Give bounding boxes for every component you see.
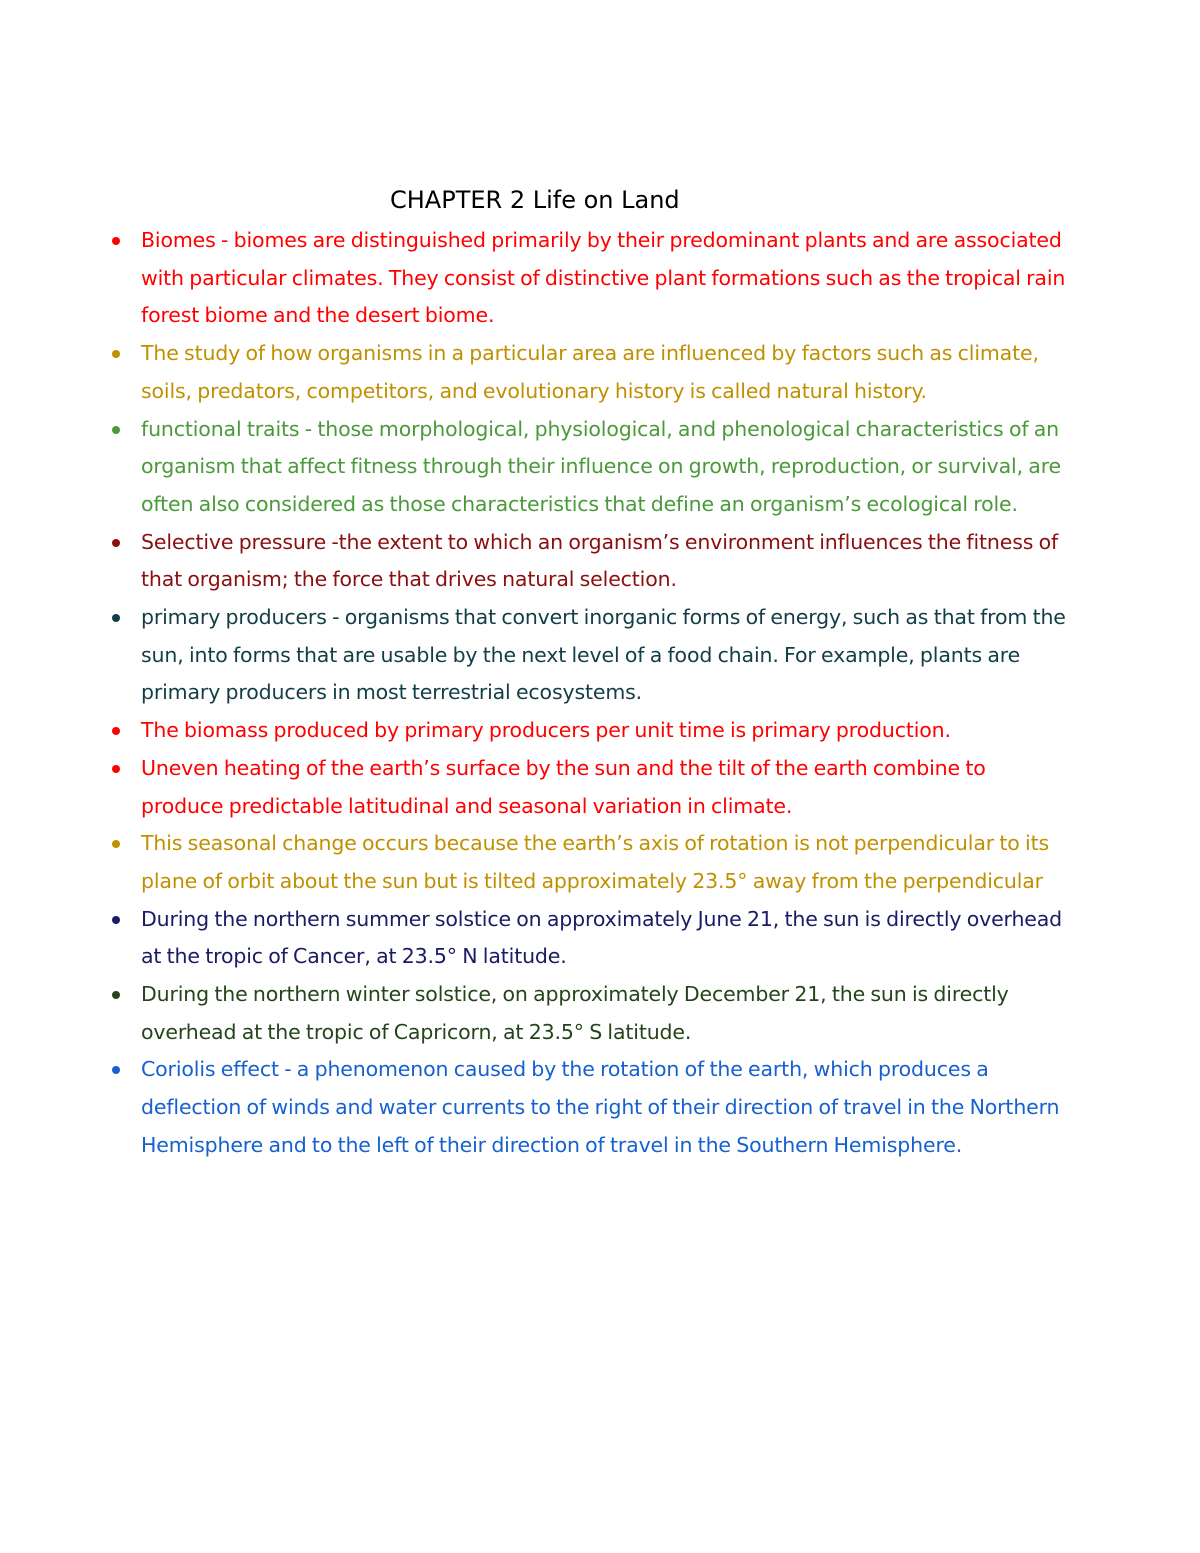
note-text: Biomes - biomes are distinguished primarily by their predominant plants and are associated with particular climates. They consist of distinctive plant formations such as the tropical rain forest biome and the desert biome. [141, 228, 1066, 328]
note-seasonal-change [0, 825, 1071, 900]
note-text: The study of how organisms in a particular area are influenced by factors such as climate, soils, predators, competitors, and evolutionary history is called natural history. [141, 341, 1039, 403]
note-text: During the northern winter solstice, on approximately December 21, the sun is directly overhead at the tropic of Capricorn, at 23.5° S latitude. [141, 982, 1009, 1044]
note-summer-solstice [0, 901, 1071, 976]
bullet-dot-icon [112, 840, 120, 848]
notes-list [0, 222, 1200, 1165]
chapter-title: CHAPTER 2 Life on Land [390, 186, 680, 214]
bullet-dot-icon [112, 237, 120, 245]
bullet-dot-icon [112, 1066, 120, 1074]
bullet-dot-icon [112, 539, 120, 547]
note-coriolis-effect [0, 1051, 1071, 1164]
bullet-dot-icon [112, 991, 120, 999]
note-uneven-heating [0, 750, 1071, 825]
bullet-dot-icon [112, 426, 120, 434]
note-text: functional traits - those morphological, physiological, and phenological characteristics of an organism that affect fitness through their influence on growth, reproduction, or survival, are often also considered as those characteristics that define an organism’s ecological role. [141, 416, 1062, 516]
note-primary-production [0, 712, 1071, 750]
note-text: The biomass produced by primary producers per unit time is primary production. [141, 718, 951, 743]
note-text: Selective pressure -the extent to which an organism’s environment influences the fitness of that organism; the force that drives natural selection. [141, 529, 1059, 592]
note-primary-producers [0, 599, 1071, 712]
bullet-dot-icon [112, 350, 120, 358]
note-text: This seasonal change occurs because the earth’s axis of rotation is not perpendicular to its plane of orbit about the sun but is tilted approximately 23.5° away from the perpendicular [141, 831, 1049, 893]
bullet-dot-icon [112, 765, 120, 773]
note-natural-history [0, 335, 1071, 410]
bullet-dot-icon [112, 727, 120, 735]
note-winter-solstice [0, 976, 1071, 1051]
note-text: During the northern summer solstice on approximately June 21, the sun is directly overhead at the tropic of Cancer, at 23.5° N latitude. [141, 906, 1063, 969]
bullet-dot-icon [112, 614, 120, 622]
note-text: Uneven heating of the earth’s surface by the sun and the tilt of the earth combine to produce predictable latitudinal and seasonal variation in climate. [141, 755, 986, 818]
bullet-dot-icon [112, 916, 120, 924]
note-text: primary producers - organisms that convert inorganic forms of energy, such as that from the sun, into forms that are usable by the next level of a food chain. For example, plants are primary producers in most terrestrial ecosystems. [141, 605, 1066, 705]
note-text: Coriolis effect - a phenomenon caused by the rotation of the earth, which produces a deflection of winds and water currents to the right of their direction of travel in the Northern Hemisphere and to the left of their direction of travel in the Southern Hemisphere. [141, 1057, 1060, 1157]
note-biomes [0, 222, 1071, 335]
note-functional-traits [0, 411, 1071, 524]
note-selective-pressure [0, 524, 1071, 599]
